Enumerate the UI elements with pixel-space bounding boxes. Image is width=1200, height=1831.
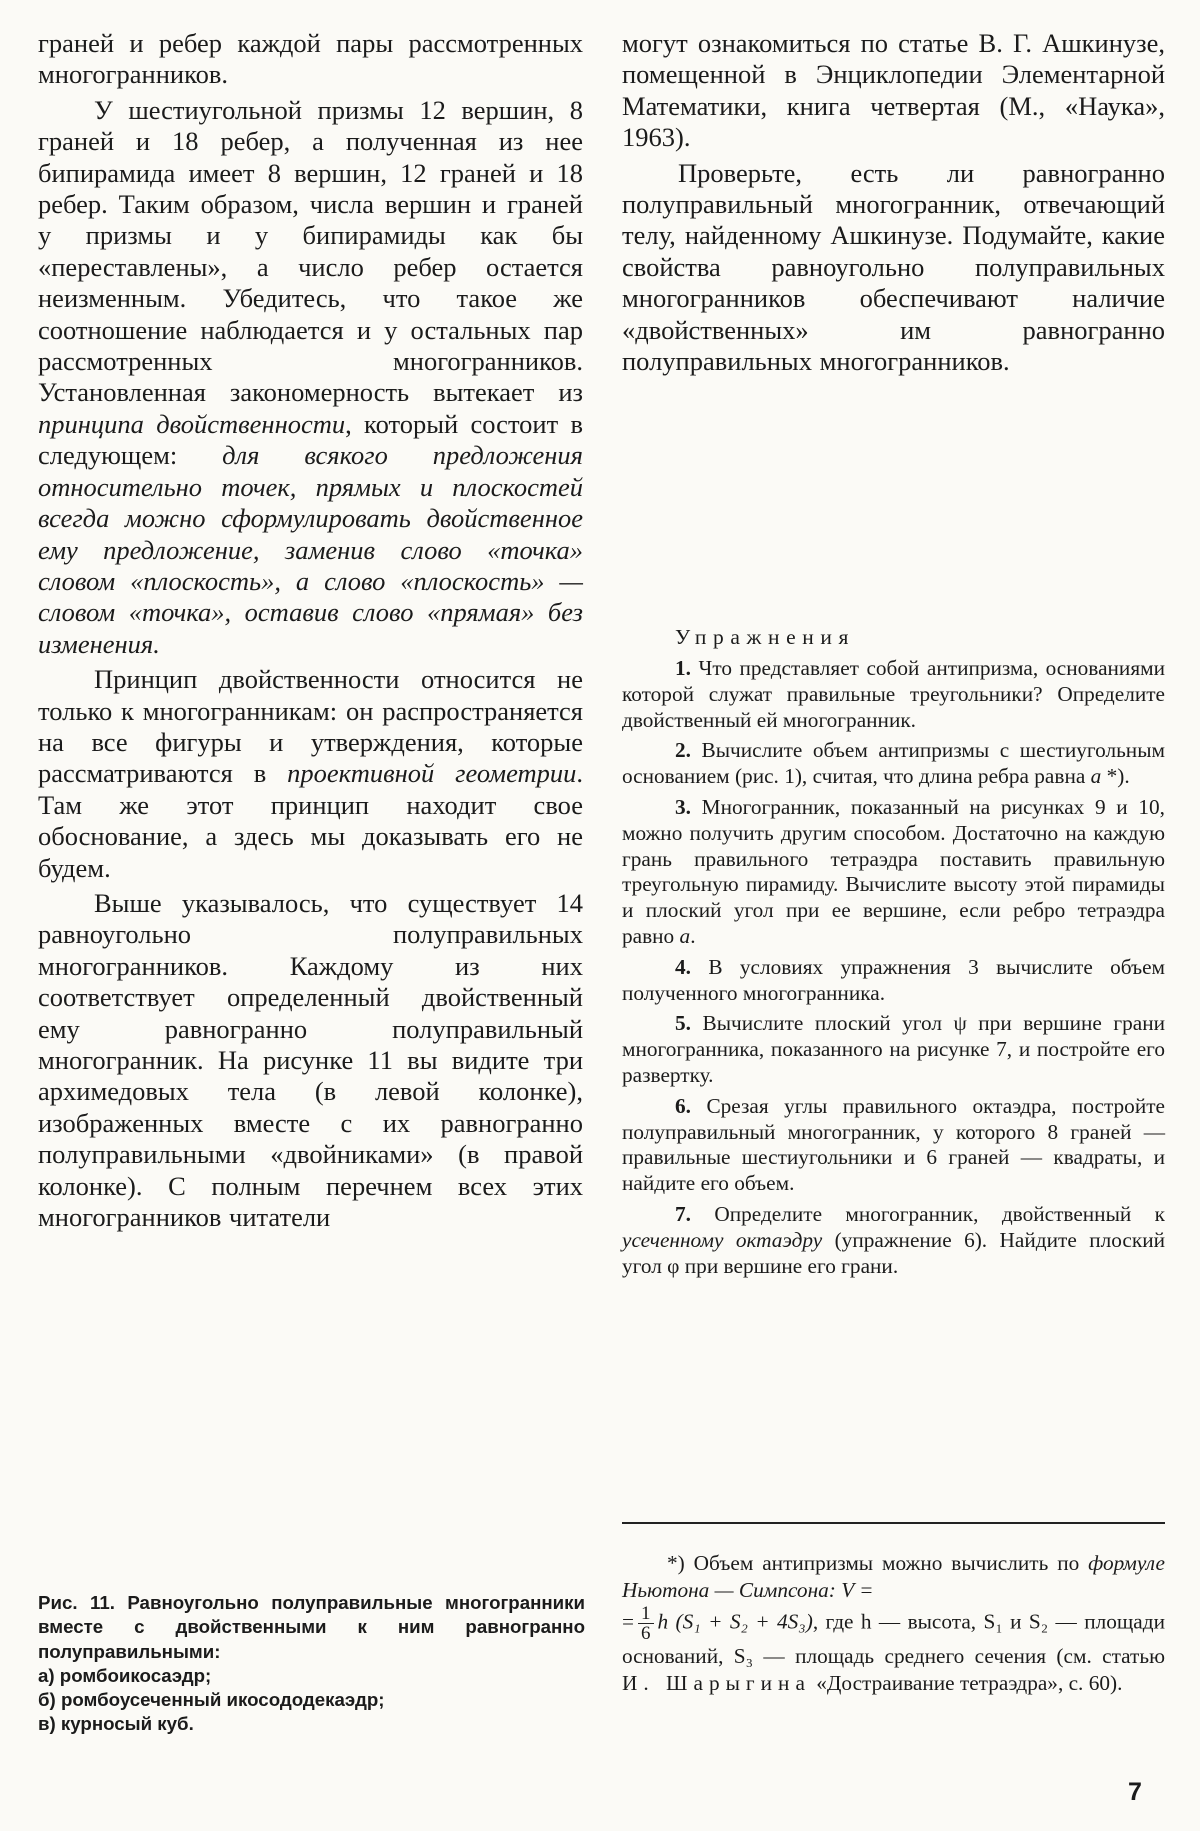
section-title: Упражнения [675, 625, 855, 649]
exercise-number: 7. [675, 1201, 691, 1226]
footnote-divider [622, 1522, 1165, 1524]
exercise-number: 3. [675, 794, 691, 819]
exercise-number: 2. [675, 738, 691, 763]
exercise-item: 2. Вычислите объем антипризмы с шестиугольным основанием (рис. 1), считая, что длина ребра равна a *). [622, 738, 1165, 789]
paragraph: У шестиугольной призмы 12 вершин, 8 граней и 18 ребер, а полученная из нее бипирамида имеет 8 вершин, 12 граней и 18 ребер. Таким образом, числа вершин и граней у призмы и у бипирамиды как бы «переставлены», а число ребер остается неизменным. Убедитесь, что такое же соотношение наблюдается и у остальных пар рассмотренных многогранников. Установленная закономерность вытекает из принципа двойственности, который состоит в следующем: для всякого предложения относительно точек, прямых и плоскостей всегда можно сформулировать двойственное ему предложение, заменив слово «точка» словом «плоскость», а слово «плоскость» — словом «точка», оставив слово «прямая» без изменения. [38, 94, 584, 659]
exercise-number: 1. [675, 656, 691, 680]
caption-item: а) ромбоикосаэдр; [38, 1664, 212, 1686]
footnote [622, 1550, 1165, 1697]
exercise-number: 5. [675, 1011, 691, 1036]
exercise-item: 4. В условиях упражнения 3 вычислите объем полученного многогранника. [622, 954, 1166, 1005]
exercise-item: 1. Что представляет собой антипризма, основаниями которой служат правильные треугольники? Определите двойственный ей многогранник. [622, 656, 1165, 732]
fraction: $\frac{1}{6}$ [638, 1604, 654, 1643]
paragraph: Выше указывалось, что существует 14 равноугольно полуправильных многогранников. Каждому из них соответствует определенный двойственный ему равногранно полуправильный многогранник. На рисунке 11 вы видите три архимедовых тела (в левой колонке), изображенных вместе с их равногранно полуправильными «двойниками» (в правой колонке). С полным перечнем всех этих многогранников читатели [38, 887, 583, 1233]
author: И. Шарыгина [622, 1671, 811, 1695]
exercise-number: 6. [675, 1093, 691, 1118]
exercise-item: 3. Многогранник, показанный на рисунках 9 и 10, можно получить другим способом. Достаточно на каждую грань правильного тетраэдра поставить правильную треугольную пирамиду. Вычислите высоту этой пирамиды и плоский угол при ее вершине, если ребро тетраэдра равно a. [622, 794, 1165, 948]
page-number: 7 [1128, 1778, 1142, 1806]
exercise-item: 5. Вычислите плоский угол ψ при вершине грани многогранника, показанного на рисунке 7, и постройте его развертку. [622, 1011, 1165, 1087]
caption-item: в) курносый куб. [38, 1713, 194, 1735]
exercise-item: 7. Определите многогранник, двойственный к усеченному октаэдру (упражнение 6). Найдите плоский угол φ при вершине его грани. [622, 1201, 1165, 1278]
paragraph: Проверьте, есть ли равногранно полуправильный многогранник, отвечающий телу, найденному Ашкинузе. Подумайте, какие свойства равноугольно полуправильных многогранников обеспечивают наличие «двойственных» им равногранно полуправильных многогранников. [622, 157, 1165, 377]
left-column [38, 28, 583, 1233]
paragraph: граней и ребер каждой пары рассмотренных многогранников. [38, 28, 583, 90]
footnote-text: *) Объем антипризмы можно вычислить по формуле Ньютона — Симпсона: V = [622, 1551, 1165, 1602]
term: принципа двойственности [38, 408, 346, 439]
figure-caption [38, 1591, 585, 1737]
exercise-number: 4. [675, 954, 691, 979]
right-column [622, 28, 1165, 377]
formula-name: формуле Ньютона — Симпсона [622, 1551, 1165, 1602]
caption-title: Рис. 11. Равноугольно полуправильные многогранники вместе с двойственными к ним равногранно полуправильными: [38, 1592, 585, 1662]
exercise-item: 6. Срезая углы правильного октаэдра, постройте полуправильный многогранник, у которого 8 граней — правильные шестиугольники и 6 граней — квадраты, и найдите его объем. [622, 1093, 1165, 1196]
paragraph: Принцип двойственности относится не только к многогранникам: он распространяется на все фигуры и утверждения, которые рассматриваются в проективной геометрии. Там же этот принцип находит свое обоснование, а здесь мы доказывать его не будем. [38, 664, 583, 883]
duality-principle: для всякого предложения относительно точек, прямых и плоскостей всегда можно сформулировать двойственное ему предложение, заменив слово «точка» словом «плоскость», а слово «плоскость» — словом «точка», оставив слово «прямая» без изменения. [38, 440, 583, 659]
exercises-section [622, 625, 1165, 1279]
caption-item: б) ромбоусеченный икосододекаэдр; [38, 1689, 385, 1711]
term: проективной геометрии [287, 758, 577, 789]
term: усеченному октаэдру [622, 1227, 823, 1252]
paragraph: могут ознакомиться по статье В. Г. Ашкинузе, помещенной в Энциклопедии Элементарной Математики, книга четвертая (М., «Наука», 1963). [622, 28, 1165, 153]
footnote-formula: = $\frac{1}{6}$ h (S₁ + S₂ + 4S₃), где h — высота, S₁ и S₂ — площади оснований, S₃ — площадь среднего сечения (см. статью И. Шарыгина «Достраивание тетраэдра», с. 60). [622, 1603, 1165, 1695]
